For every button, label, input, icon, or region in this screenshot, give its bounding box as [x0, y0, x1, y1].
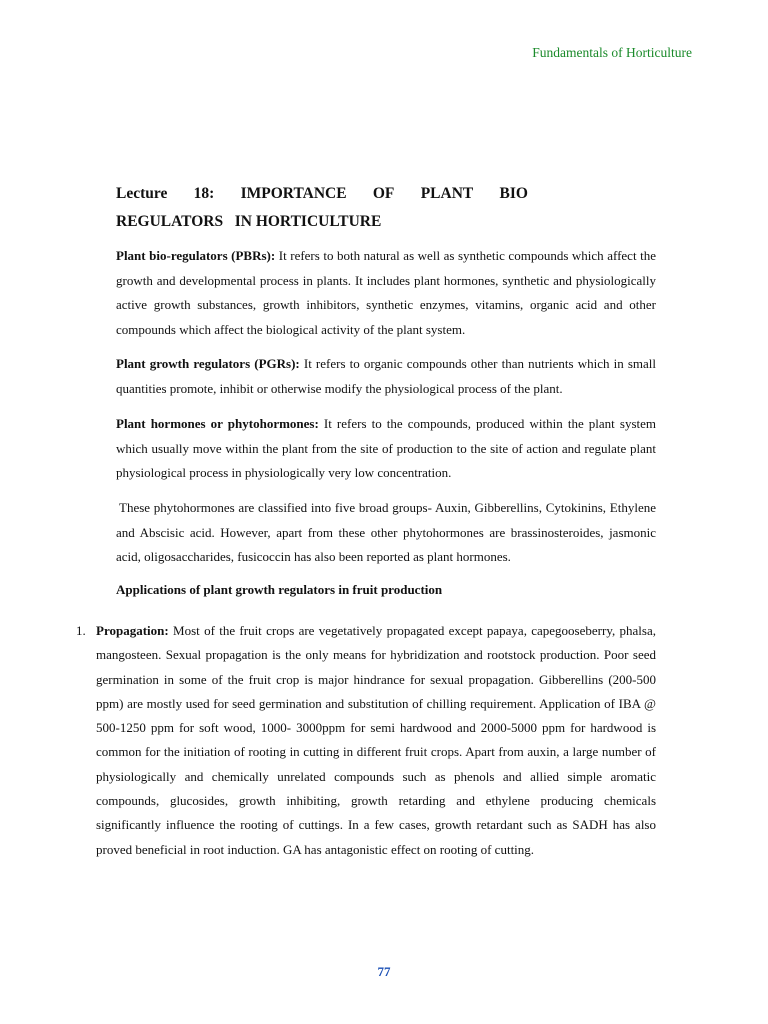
lecture-title-line2: REGULATORS IN HORTICULTURE: [116, 213, 382, 230]
page-number: 77: [377, 964, 391, 979]
running-header: Fundamentals of Horticulture: [532, 45, 692, 60]
pbr-definition: [116, 244, 656, 342]
title-word: 18:: [193, 185, 215, 202]
hormone-term: Plant hormones or phytohormones:: [116, 416, 319, 431]
hormone-text: It refers to the compounds, produced within the plant system which usually move within the plant from the site of production to the site of action and regulate plant physiological process in physiologically very low concentration.: [116, 416, 656, 480]
pbr-term: Plant bio-regulators (PBRs):: [116, 248, 276, 263]
list-item-number: 1.: [76, 623, 86, 638]
title-word: OF: [372, 185, 395, 202]
list-item-text: Most of the fruit crops are vegetatively propagated except papaya, capegooseberry, phalsa, mangosteen. Sexual propagation is the only means for hybridization and rootstock production. Poor seed germination in some of the fruit crop is major hindrance for sexual propagation. Gibberellins (200-500 ppm) are mostly used for seed germination and substitution of chilling requirement. Application of IBA @ 500-1250 ppm for soft wood, 1000- 3000ppm for semi hardwood and 2000-5000 ppm for hardwood is common for the initiation of rooting in cutting in different fruit crops. Apart from auxin, a large number of physiologically and chemically unrelated compounds such as phenols and allied simple aromatic compounds, glucosides, growth inhibiting, growth retarding and ethylene producing chemicals significantly influence the rooting of cuttings. In a few cases, growth retardant such as SADH has also proved beneficial in root induction. GA has antagonistic effect on rooting of cutting.: [96, 623, 656, 857]
pgr-term: Plant growth regulators (PGRs):: [116, 356, 300, 371]
title-word: IMPORTANCE: [240, 185, 347, 202]
title-word: Lecture: [116, 185, 168, 202]
list-item-body: [96, 619, 656, 862]
lecture-title-line1: [116, 180, 528, 208]
pgr-text: It refers to organic compounds other than nutrients which in small quantities promote, inhibit or otherwise modify the physiological process of the plant.: [116, 356, 656, 396]
hormone-definition: [116, 412, 656, 486]
applications-heading: Applications of plant growth regulators in fruit production: [116, 582, 443, 597]
list-item: [76, 619, 656, 862]
title-word: BIO: [499, 185, 528, 202]
list-item-term: Propagation:: [96, 623, 169, 638]
phytohormone-groups-paragraph: These phytohormones are classified into five broad groups- Auxin, Gibberellins, Cytokinins, Ethylene and Abscisic acid. However, apart from these other phytohormones are brassinosteroides, jasmonic acid, oligosaccharides, fusicoccin has also been reported as plant hormones.: [116, 500, 656, 564]
pbr-text: It refers to both natural as well as synthetic compounds which affect the growth and developmental process in plants. It includes plant hormones, synthetic and physiologically active growth substances, growth inhibitors, synthetic enzymes, vitamins, organic acid and other compounds which affect the biological activity of the plant system.: [116, 248, 656, 337]
lecture-title: [116, 180, 676, 236]
title-word: PLANT: [420, 185, 474, 202]
pgr-definition: [116, 352, 656, 401]
